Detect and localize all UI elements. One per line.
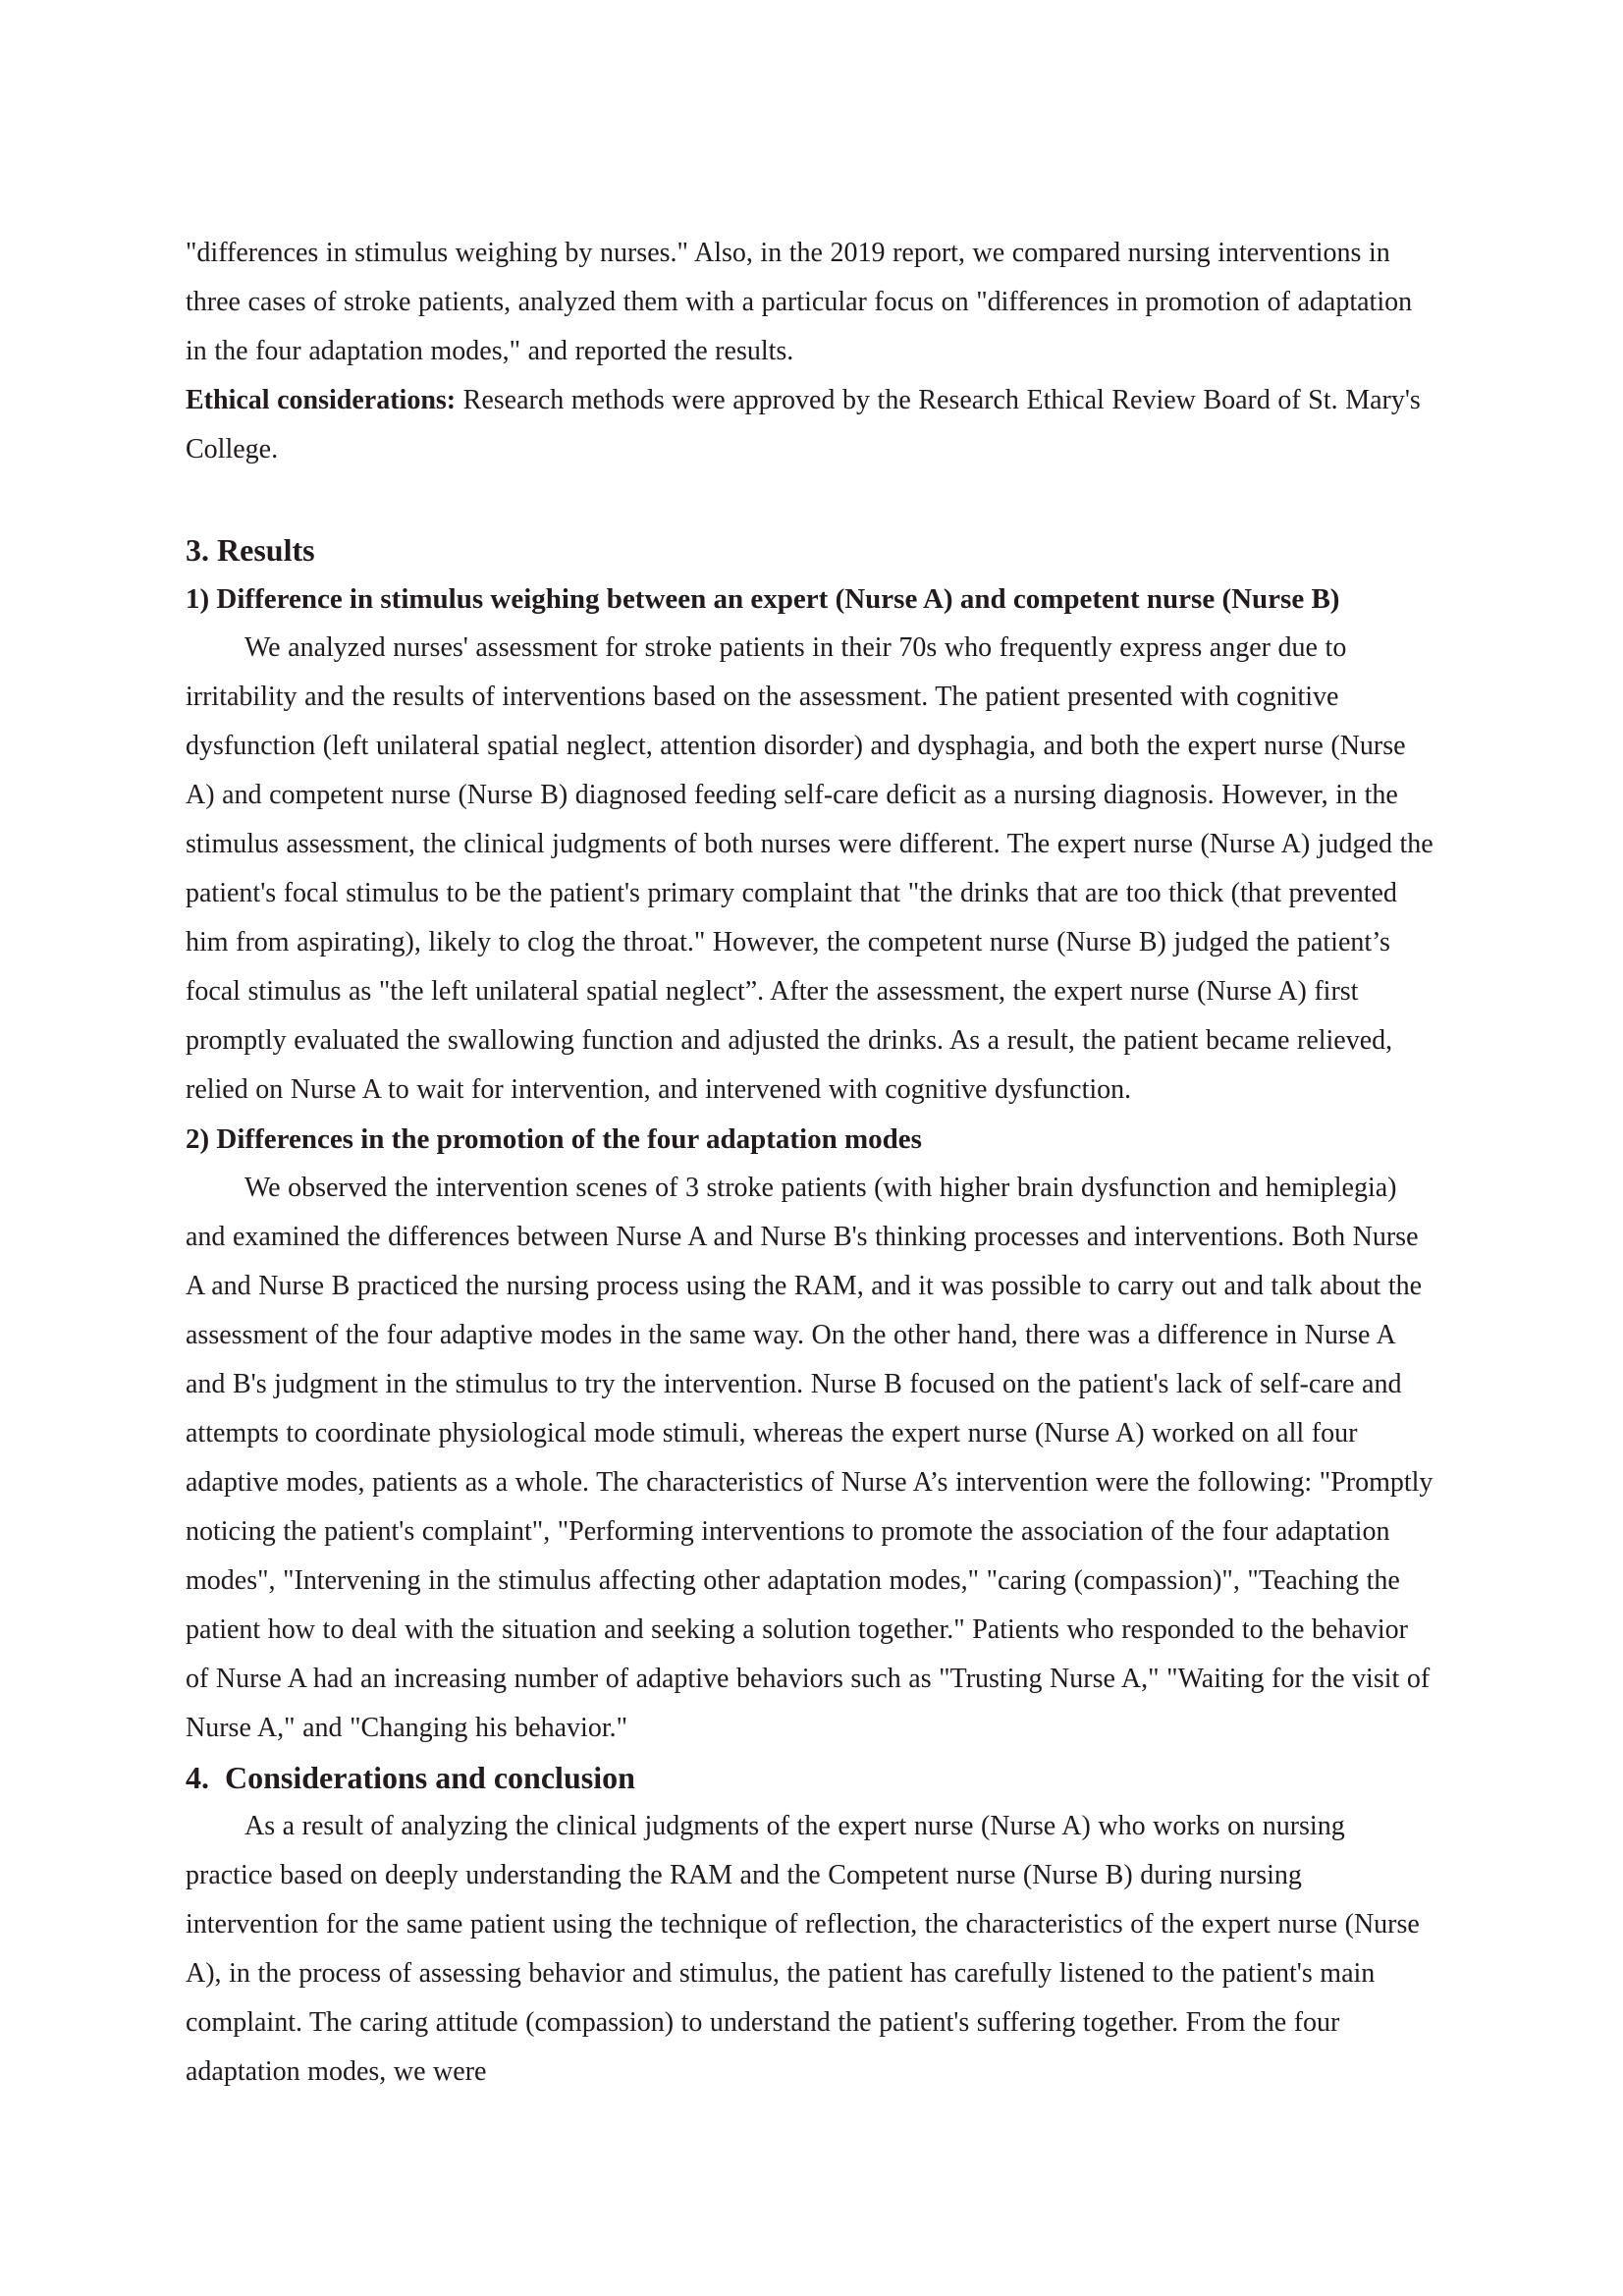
paragraph [186,624,1437,1115]
section-heading: 3. Results [186,532,315,568]
sub-heading: 1) Difference in stimulus weighing between an expert (Nurse A) and competent nurse (Nurse B) [186,583,1340,615]
text-run: Research methods were approved by the Research Ethical Review Board of St. Mary's College. [186,385,1421,465]
text-run: We analyzed nurses' assessment for stroke patients in their 70s who frequently express anger due to irritability and the results of interventions based on the assessment. The patient presented with cognitive dysfunction (left unilateral spatial neglect, attention disorder) and dysphagia, and both the expert nurse (Nurse A) and competent nurse (Nurse B) diagnosed feeding self-care deficit as a nursing diagnosis. However, in the stimulus assessment, the clinical judgments of both nurses were different. The expert nurse (Nurse A) judged the patient's focal stimulus to be the patient's primary complaint that "the drinks that are too thick (that prevented him from aspirating), likely to clog the throat." However, the competent nurse (Nurse B) judged the patient’s focal stimulus as "the left unilateral spatial neglect”. After the assessment, the expert nurse (Nurse A) first promptly evaluated the swallowing function and adjusted the drinks. As a result, the patient became relieved, relied on Nurse A to wait for intervention, and intervened with cognitive dysfunction. [186,632,1434,1105]
text-run: We observed the intervention scenes of 3 stroke patients (with higher brain dysfunction and hemiplegia) and examined the differences between Nurse A and Nurse B's thinking processes and interventions. Both Nurse A and Nurse B practiced the nursing process using the RAM, and it was possible to carry out and talk about the assessment of the four adaptive modes in the same way. On the other hand, there was a difference in Nurse A and B's judgment in the stimulus to try the intervention. Nurse B focused on the patient's lack of self-care and attempts to coordinate physiological mode stimuli, whereas the expert nurse (Nurse A) worked on all four adaptive modes, patients as a whole. The characteristics of Nurse A’s intervention were the following: "Promptly noticing the patient's complaint", "Performing interventions to promote the association of the four adaptation modes", "Intervening in the stimulus affecting other adaptation modes," "caring (compassion)", "Teaching the patient how to deal with the situation and seeking a solution together." Patients who responded to the behavior of Nurse A had an increasing number of adaptive behaviors such as "Trusting Nurse A," "Waiting for the visit of Nurse A," and "Changing his behavior." [186,1173,1434,1743]
document-content [186,229,1437,2097]
section-heading: 4. Considerations and conclusion [186,1760,635,1795]
paragraph [186,1802,1437,2097]
paragraph [186,1164,1437,1753]
bold-run: Ethical considerations: [186,385,457,415]
sub-heading: 2) Differences in the promotion of the four adaptation modes [186,1123,922,1155]
paragraph [186,376,1437,474]
text-run: "differences in stimulus weighing by nurses." Also, in the 2019 report, we compared nursing interventions in three cases of stroke patients, analyzed them with a particular focus on "differences in promotion of adaptation in the four adaptation modes," and reported the results. [186,238,1413,366]
text-run: As a result of analyzing the clinical judgments of the expert nurse (Nurse A) who works on nursing practice based on deeply understanding the RAM and the Competent nurse (Nurse B) during nursing intervention for the same patient using the technique of reflection, the characteristics of the expert nurse (Nurse A), in the process of assessing behavior and stimulus, the patient has carefully listened to the patient's main complaint. The caring attitude (compassion) to understand the patient's suffering together. From the four adaptation modes, we were [186,1811,1420,2087]
paragraph [186,229,1437,376]
